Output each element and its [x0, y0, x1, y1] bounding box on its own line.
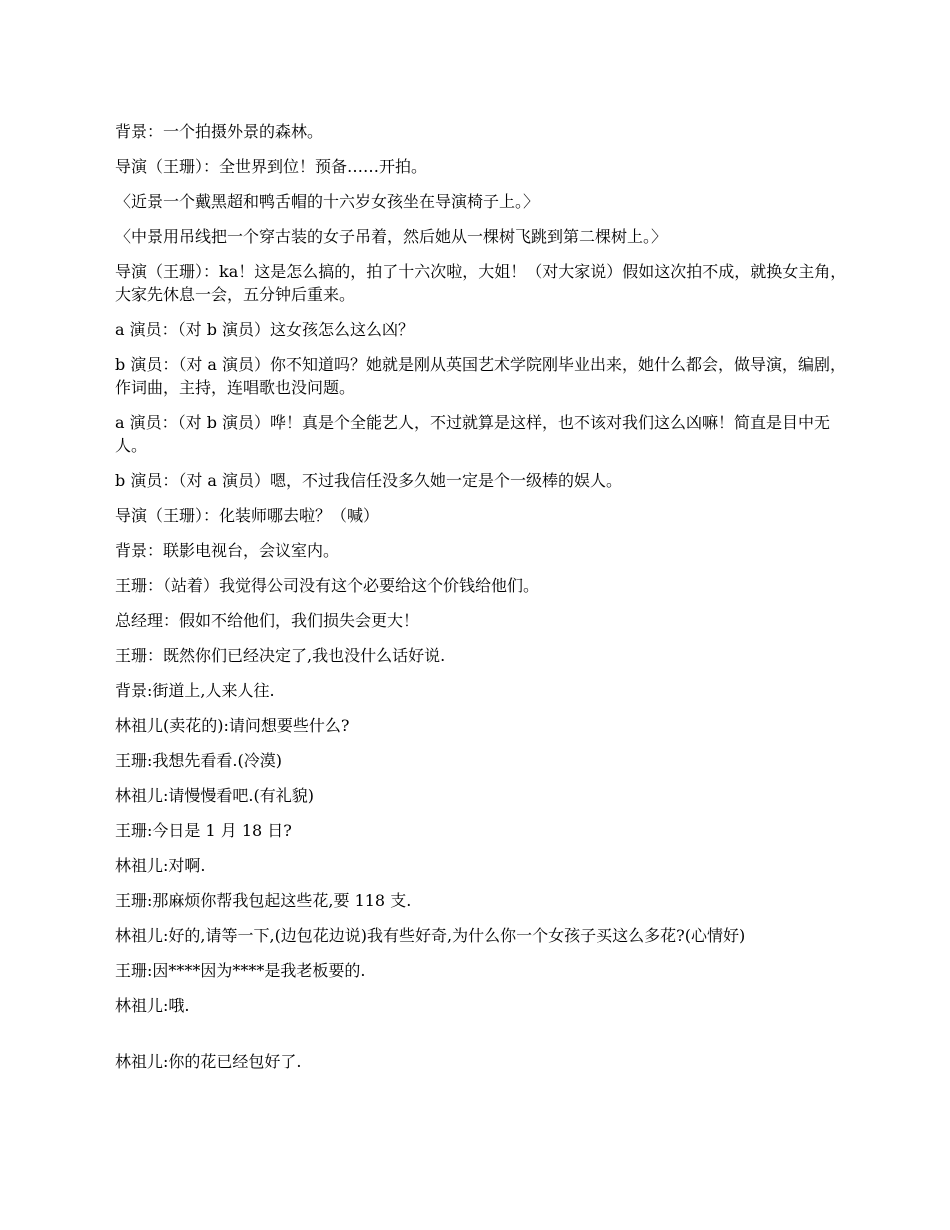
script-line: 〈近景一个戴黑超和鸭舌帽的十六岁女孩坐在导演椅子上。〉: [115, 192, 540, 211]
script-line: 林祖儿:你的花已经包好了.: [115, 1052, 302, 1071]
script-line: a 演员：（对 b 演员）这女孩怎么这么凶？: [115, 320, 415, 339]
script-line: b 演员：（对 a 演员）你不知道吗？她就是刚从英国艺术学院刚毕业出来，她什么都会，做导演，编剧，作词曲，主持，连唱歌也没问题。: [115, 355, 847, 397]
script-line: 导演（王珊）：化装师哪去啦？（喊）: [115, 506, 380, 525]
script-line: 林祖儿:哦.: [115, 996, 190, 1015]
script-line: 背景：联影电视台，会议室内。: [115, 541, 340, 560]
script-line: a 演员：（对 b 演员）哗！真是个全能艺人，不过就算是这样，也不该对我们这么凶嘛！简直是目中无人。: [115, 413, 831, 455]
script-line: 王珊：既然你们已经决定了,我也没什么话好说.: [115, 646, 446, 665]
script-line: 王珊:那麻烦你帮我包起这些花,要 118 支.: [115, 891, 412, 910]
script-line: 〈中景用吊线把一个穿古装的女子吊着，然后她从一棵树飞跳到第二棵树上。〉: [115, 227, 668, 246]
script-line: 王珊:因****因为****是我老板要的.: [115, 961, 366, 980]
script-line: 王珊:我想先看看.(冷漠): [115, 751, 282, 770]
script-line: 林祖儿:好的,请等一下,(边包花边说)我有些好奇,为什么你一个女孩子买这么多花?(心情好): [115, 926, 746, 945]
script-line: 导演（王珊）：全世界到位！预备……开拍。: [115, 157, 428, 176]
script-line: 王珊:今日是 1 月 18 日?: [115, 821, 292, 840]
script-line: b 演员：（对 a 演员）嗯，不过我信任没多久她一定是个一级棒的娱人。: [115, 471, 623, 490]
script-line: 背景：一个拍摄外景的森林。: [115, 122, 324, 141]
script-line: 背景:街道上,人来人往.: [115, 681, 275, 700]
script-body: [115, 120, 850, 1085]
script-line: 林祖儿:对啊.: [115, 856, 206, 875]
script-line: 导演（王珊）：ka！这是怎么搞的，拍了十六次啦，大姐！（对大家说）假如这次拍不成，就换女主角，大家先休息一会，五分钟后重来。: [115, 262, 847, 304]
script-line: 林祖儿(卖花的):请问想要些什么?: [115, 716, 350, 735]
script-line: 王珊：（站着）我觉得公司没有这个必要给这个价钱给他们。: [115, 576, 540, 595]
script-line: 总经理：假如不给他们，我们损失会更大！: [115, 611, 420, 630]
script-line: 林祖儿:请慢慢看吧.(有礼貌): [115, 786, 314, 805]
